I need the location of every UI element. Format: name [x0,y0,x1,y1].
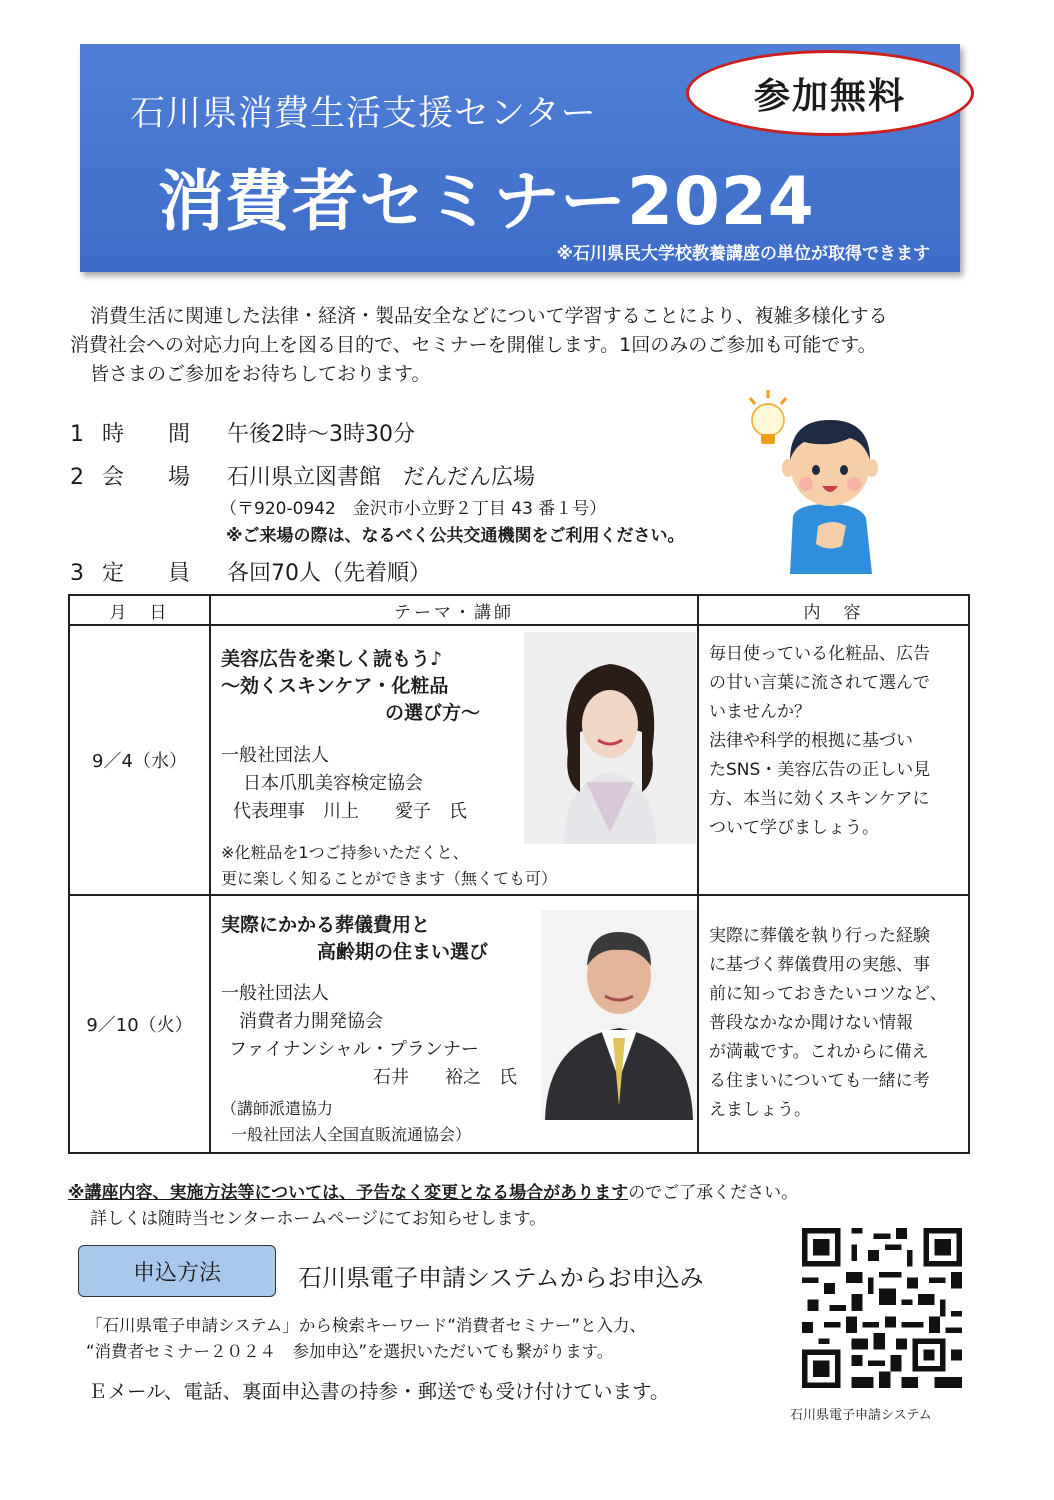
content-line: に基づく葬儀費用の実態、事 [709,955,930,975]
speaker-info [221,980,517,1092]
homepage-notice: 詳しくは随時当センターホームページにてお知らせします。 [90,1209,547,1229]
apply-method-label: 申込方法 [78,1245,276,1297]
session-note [221,1096,471,1148]
venue-notice: ※ご来場の際は、なるべく公共交通機関をご利用ください。 [226,526,685,546]
speaker-line: 消費者力開発協会 [239,1011,383,1032]
title-line: 美容広告を楽しく読もう♪ [221,648,443,670]
change-notice-bold: ※講座内容、実施方法等については、予告なく変更となる場合があります [68,1183,629,1203]
info-value: 各回70人（先着順） [227,561,431,586]
session-content [698,895,969,1153]
note-line: （講師派遣協力 [221,1099,334,1118]
info-label: 時 間 [102,422,191,447]
schedule-table [68,594,970,1154]
info-number: 3 [70,561,84,586]
intro-line: 皆さまのご参加をお待ちしております。 [90,363,431,385]
speaker-line: 一般社団法人 [221,745,329,766]
speaker-photo [524,632,696,844]
session-note [221,840,557,892]
session-date: 9／4（水） [69,625,210,895]
session-theme [210,895,698,1153]
organization-name: 石川県消費生活支援センター [130,94,597,134]
content-line: が満載です。これからに備え [709,1042,929,1062]
qr-caption: 石川県電子申請システム [790,1408,932,1423]
note-line: 一般社団法人全国直販流通協会） [231,1125,472,1144]
page-title: 消費者セミナー2024 [158,163,815,240]
table-row [69,625,969,895]
content-line: 実際に葬儀を執り行った経験 [709,926,930,946]
change-notice [68,1178,798,1203]
intro-text [70,302,980,389]
content-line: 普段なかなか聞けない情報 [709,1013,913,1033]
info-capacity [70,556,431,587]
content-line: ついて学びましょう。 [709,818,879,838]
speaker-line: 一般社団法人 [221,983,329,1004]
content-line: 方、本当に効くスキンケアに [709,789,930,809]
speaker-line: 代表理事 川上 愛子 氏 [233,801,467,822]
content-line: いませんか？ [709,702,811,722]
intro-line: 消費生活に関連した法律・経済・製品安全などについて学習することにより、複雑多様化する [90,305,888,327]
info-time [70,417,415,448]
column-header-date: 月 日 [69,595,210,625]
content-line: の甘い言葉に流されて選んで [709,673,930,693]
info-label: 定 員 [102,561,191,586]
apply-method-text: 石川県電子申請システムからお申込み [298,1264,704,1292]
session-title [221,646,480,727]
lightbulb-icon [750,390,786,444]
content-line: 前に知っておきたいコツなど、 [709,984,947,1004]
info-value: 石川県立図書館 だんだん広場 [227,465,536,490]
title-line: ～効くスキンケア・化粧品 [221,675,449,697]
info-venue [70,460,535,491]
credit-note: ※石川県民大学校教養講座の単位が取得できます [556,244,930,264]
title-line: 実際にかかる葬儀費用と [221,914,431,936]
content-line: る住まいについても一緒に考 [709,1071,930,1091]
column-header-theme: テーマ・講師 [210,595,698,625]
speaker-line: ファイナンシャル・プランナー [229,1039,479,1060]
speaker-line: 石井 裕之 氏 [373,1067,517,1088]
free-admission-badge: 参加無料 [686,50,974,136]
content-line: 法律や科学的根拠に基づい [709,731,913,751]
column-header-content: 内 容 [698,595,969,625]
table-header-row [69,595,969,625]
search-instruction: 「石川県電子申請システム」から検索キーワード“消費者セミナー”と入力、 [86,1316,646,1335]
speaker-info [221,742,467,826]
info-number: 1 [70,422,84,447]
info-label: 会 場 [102,465,191,490]
change-notice-rest: のでご了承ください。 [628,1183,799,1203]
intro-line: 消費社会への対応力向上を図る目的で、セミナーを開催します。1回のみのご参加も可能です。 [70,334,877,356]
title-line: の選び方～ [385,702,481,724]
session-content [698,625,969,895]
note-line: ※化粧品を1つご持参いただくと、 [221,843,469,862]
idea-boy-illustration [738,386,888,576]
info-number: 2 [70,465,84,490]
title-line: 高齢期の住まい選び [317,941,489,963]
search-instruction: “消費者セミナー２０２４ 参加申込”を選択いただいても繋がります。 [86,1342,614,1361]
table-row [69,895,969,1153]
speaker-line: 日本爪肌美容検定協会 [243,773,423,794]
venue-address: （〒920-0942 金沢市小立野２丁目 43 番１号） [220,499,607,519]
content-line: たSNS・美容広告の正しい見 [709,760,931,780]
note-line: 更に楽しく知ることができます（無くても可） [221,869,558,888]
session-title [221,912,488,966]
speaker-photo [541,910,697,1120]
content-line: 毎日使っている化粧品、広告 [709,644,930,664]
session-date: 9／10（火） [69,895,210,1153]
qr-code[interactable] [802,1228,962,1388]
session-theme [210,625,698,895]
content-line: えましょう。 [709,1100,811,1120]
info-value: 午後2時～3時30分 [227,422,415,447]
other-methods: Ｅメール、電話、裏面申込書の持参・郵送でも受け付けています。 [88,1380,670,1403]
